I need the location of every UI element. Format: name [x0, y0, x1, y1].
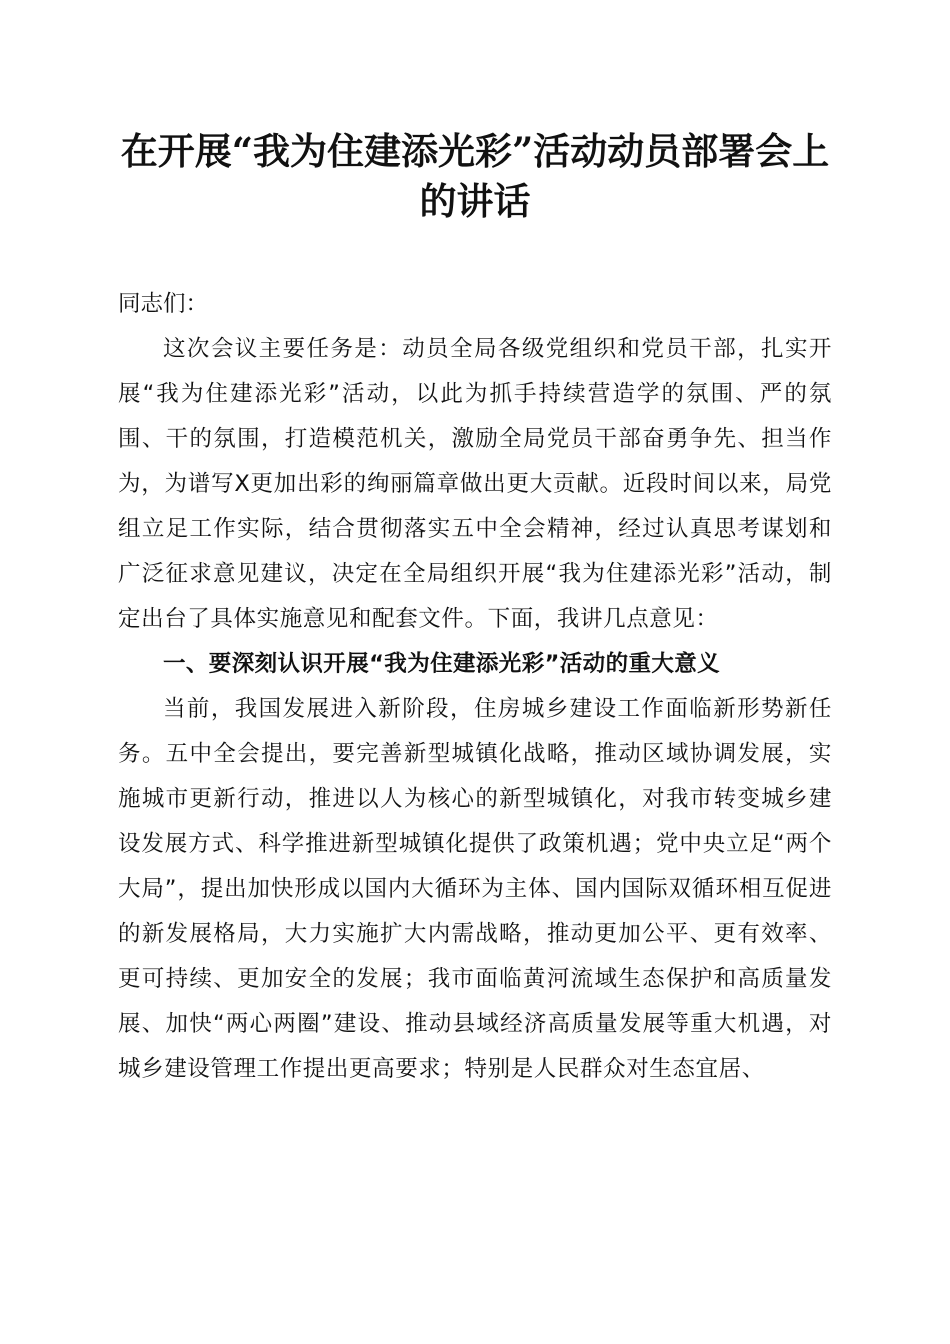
document-title — [118, 126, 832, 226]
paragraph-1: 这次会议主要任务是：动员全局各级党组织和党员干部，扎实开展“我为住建添光彩”活动，以此为抓手持续营造学的氛围、严的氛围、干的氛围，打造模范机关，激励全局党员干部奋勇争先、担当作为，为谱写X更加出彩的绚丽篇章做出更大贡献。近段时间以来，局党组立足工作实际，结合贯彻落实五中全会精神，经过认真思考谋划和广泛征求意见建议，决定在全局组织开展“我为住建添光彩”活动，制定出台了具体实施意见和配套文件。下面，我讲几点意见： — [118, 336, 832, 632]
document-page — [118, 126, 832, 1092]
section-heading-1: 一、要深刻认识开展“我为住建添光彩”活动的重大意义 — [163, 651, 721, 677]
paragraph-2: 当前，我国发展进入新阶段，住房城乡建设工作面临新形势新任务。五中全会提出，要完善新型城镇化战略，推动区域协调发展，实施城市更新行动，推进以人为核心的新型城镇化，对我市转变城乡建设发展方式、科学推进新型城镇化提供了政策机遇；党中央立足“两个大局”，提出加快形成以国内大循环为主体、国内国际双循环相互促进的新发展格局，大力实施扩大内需战略，推动更加公平、更有效率、更可持续、更加安全的发展；我市面临黄河流域生态保护和高质量发展、加快“两心两圈”建设、推动县域经济高质量发展等重大机遇，对城乡建设管理工作提出更高要求；特别是人民群众对生态宜居、 — [118, 696, 832, 1082]
title-line-2: 的讲话 — [419, 179, 531, 223]
title-line-1: 在开展“我为住建添光彩”活动动员部署会上 — [120, 129, 830, 173]
salutation: 同志们： — [118, 291, 209, 317]
